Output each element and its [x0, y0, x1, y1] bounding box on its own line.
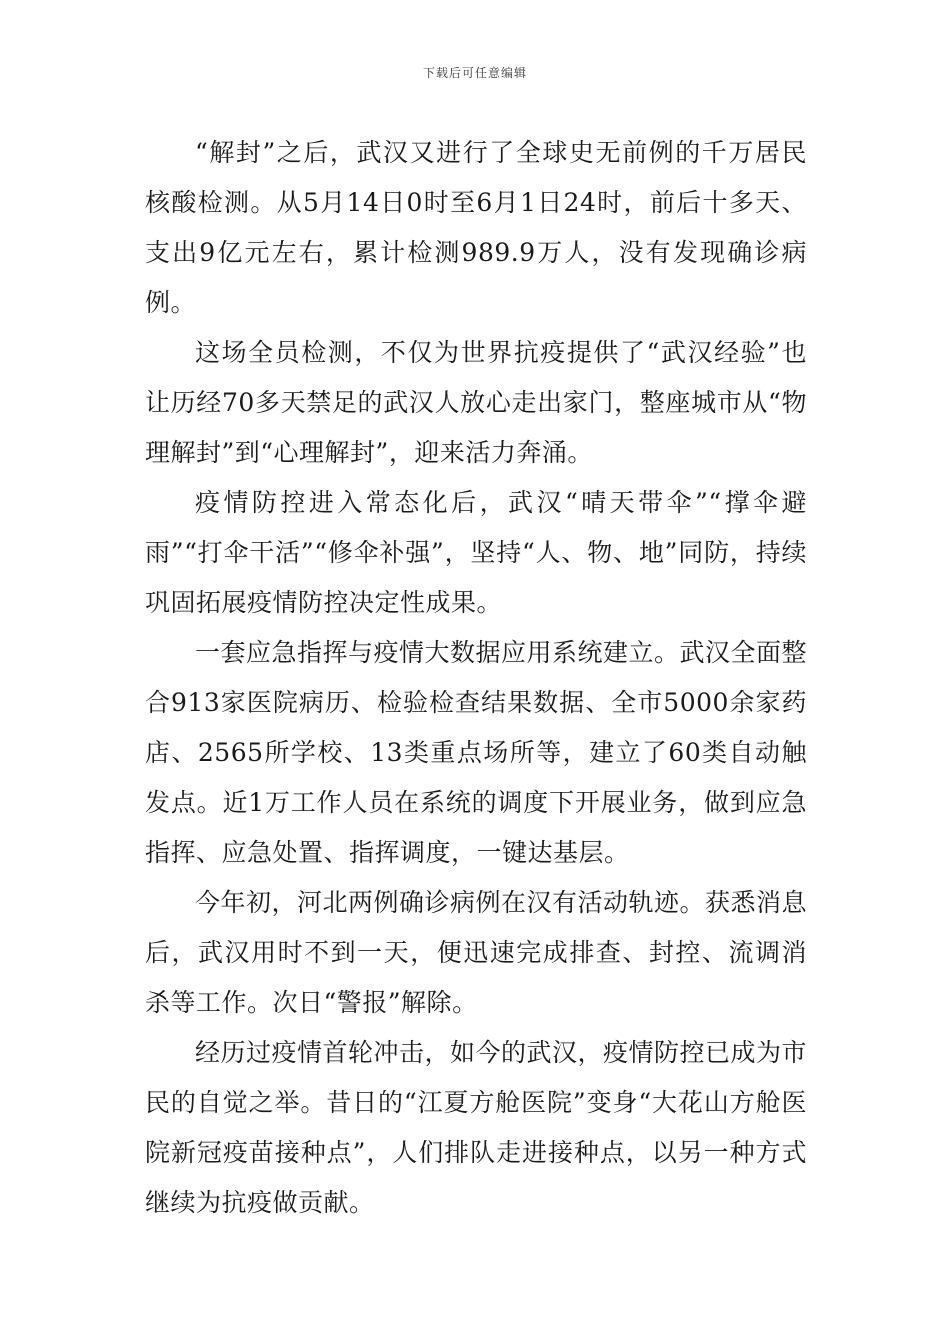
- paragraph-4: 一套应急指挥与疫情大数据应用系统建立。武汉全面整合913家医院病历、检验检查结果数据、全市5000余家药店、2565所学校、13类重点场所等，建立了60类自动触发点。近1万工作人员在系统的调度下开展业务，做到应急指挥、应急处置、指挥调度，一键达基层。: [145, 638, 808, 867]
- paragraph-6: 经历过疫情首轮冲击，如今的武汉，疫情防控已成为市民的自觉之举。昔日的“江夏方舱医院”变身“大花山方舱医院新冠疫苗接种点”，人们排队走进接种点，以另一种方式继续为抗疫做贡献。: [145, 1038, 808, 1217]
- paragraph-3: 疫情防控进入常态化后，武汉“晴天带伞”“撑伞避雨”“打伞干活”“修伞补强”，坚持“人、物、地”同防，持续巩固拓展疫情防控决定性成果。: [145, 488, 807, 617]
- paragraph-1: “解封”之后，武汉又进行了全球史无前例的千万居民核酸检测。从5月14日0时至6月1日24时，前后十多天、支出9亿元左右，累计检测989.9万人，没有发现确诊病例。: [145, 138, 807, 317]
- document-body: [145, 128, 807, 1228]
- paragraph-2: 这场全员检测，不仅为世界抗疫提供了“武汉经验”也让历经70多天禁足的武汉人放心走出家门，整座城市从“物理解封”到“心理解封”，迎来活力奔涌。: [145, 338, 807, 467]
- paragraph-5: 今年初，河北两例确诊病例在汉有活动轨迹。获悉消息后，武汉用时不到一天，便迅速完成排查、封控、流调消杀等工作。次日“警报”解除。: [145, 888, 808, 1017]
- page-header-note: 下载后可任意编辑: [422, 66, 527, 80]
